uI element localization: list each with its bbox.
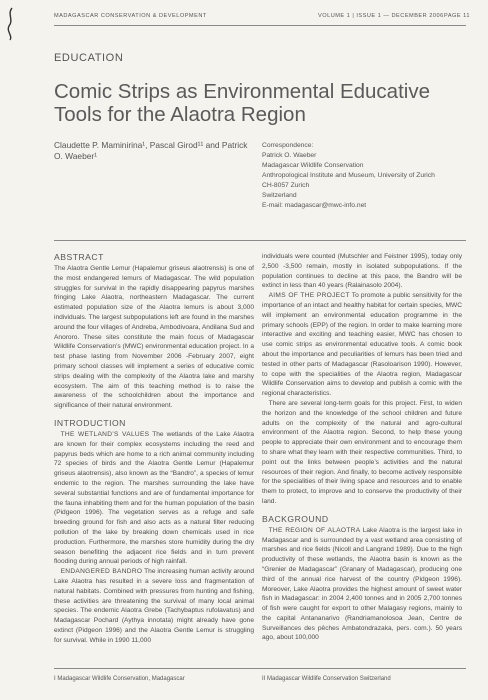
paragraph-lead: THE REGION OF ALAOTRA xyxy=(268,526,361,534)
binding-mark-icon xyxy=(4,6,16,42)
section-label: EDUCATION xyxy=(54,52,124,64)
paragraph-lead: ENDANGERED BANDRO xyxy=(60,568,143,576)
introduction-heading: INTRODUCTION xyxy=(54,417,126,428)
correspondence-block xyxy=(262,141,472,211)
correspondence-line: Patrick O. Waeber xyxy=(262,152,317,159)
journal-name: MADAGASCAR CONSERVATION & DEVELOPMENT xyxy=(54,13,207,19)
body-rule xyxy=(54,240,466,241)
paragraph xyxy=(262,399,462,507)
abstract-text: The Alaotra Gentle Lemur (Hapalemur griseus alaotrensis) is one of the most endangered lemurs of Madagascar. The wild population struggles for survival in the rapidly disappearing papyrus marshes fringing Lake Alaotra, northeastern Madagascar. The current estimated population size of the Alaotra lemurs is about 3,000 individuals. The largest subpopulations left are found in the marshes around the four villages of Andreba, Ambodivoara, Andilana Sud and Anororo. These sites constitute the main focus of Madagascar Wildlife Conservation’s (MWC) environmental education project. In a test phase lasting from November 2006 -February 2007, eight primary school classes will implement a series of educative comic strips dealing with the complexity of the Alaotra lake and marshy ecosystem. The aim of this teaching method is to raise the awareness of the schoolchildren about the importance and significance of their natural environment. xyxy=(54,265,254,410)
paragraph xyxy=(262,526,462,644)
page-number: PAGE 11 xyxy=(444,13,470,19)
article-title: Comic Strips as Environmental Educative Tools for the Alaotra Region xyxy=(54,80,430,126)
paragraph-lead: AIMS OF THE PROJECT xyxy=(268,292,350,300)
correspondence-line: Anthropological Institute and Museum, University of Zurich xyxy=(262,172,435,179)
paragraph-lead: THE WETLAND’S VALUES xyxy=(60,430,150,438)
paragraph-text: There are several long-term goals for this project. First, to widen the horizon and the knowledge of the school children and future adults on the complexity of the natural and agro-cultural environment of the Alaotra region. Second, to help these young people to appreciate their own environment and to encourage them to share what they learn with their respective communities. Third, to point out the links between people’s activities and the natural resources of their region. And finally, to become actively responsible for the specialities of their living space and resources and to enable them to protect, to improve and to conserve the productivity of their land. xyxy=(262,399,462,505)
correspondence-label: Correspondence: xyxy=(262,142,314,149)
correspondence-line: Switzerland xyxy=(262,192,297,199)
paragraph: individuals were counted (Mutschler and Feistner 1995), today only 2,500 -3,500 remain, mostly in isolated subpopulations. If the population continues to decline at this pace, the Bandro will be extinct in less than 40 years (Ralainasolo 2004). xyxy=(262,253,462,290)
header-rule xyxy=(54,25,466,26)
correspondence-line: CH-8057 Zurich xyxy=(262,182,310,189)
background-heading: BACKGROUND xyxy=(262,513,329,524)
paragraph xyxy=(54,567,254,645)
right-column xyxy=(262,252,462,643)
author-list: Claudette P. Maminirina¹, Pascal Girod¹¹ and Patrick O. Waeber¹ xyxy=(54,140,248,161)
paragraph-text: The increasing human activity around Lake Alaotra has resulted in a severe loss and fragmentation of natural habitats. Combined with pressures from hunting and fishing, these activities are threatening the survival of many local animal species. The endemic Alaotra Grebe (Tachybaptus rufolavatus) and Madagascar Pochard (Aythya innotata) might already have gone extinct (Pidgeon 1996) and the Alaotra Gentle Lemur is struggling for survival. While in 1990 11,000 xyxy=(54,568,255,644)
paragraph xyxy=(262,291,462,399)
issue-info: VOLUME 1 | ISSUE 1 — DECEMBER 2006 xyxy=(318,13,444,19)
correspondence-line: Madagascar Wildlife Conservation xyxy=(262,162,364,169)
footnote-affiliation: I Madagascar Wildlife Conservation, Madagascar xyxy=(54,676,185,682)
abstract-heading: ABSTRACT xyxy=(54,252,104,262)
paragraph-text: Lake Alaotra is the largest lake in Madagascar and is surrounded by a vast wetland area consisting of marshes and rice fields (Nicoll and Langrand 1989). Due to the high productivity of these wetlands, the Alaotra basin is known as the “Grenier de Madagascar” (Granary of Madagascar), producing one third of the annual rice harvest of the country (Pidgeon 1996). Moreover, Lake Alaotra provides the highest amount of sweet water fish in Madagascar: in 2004 2,400 tonnes and in 2005 2,700 tonnes of fish were caught for export to other Malagasy regions, mainly to the capital Antananarivo (Randriamanolosoa Jean, Centre de Surveillances des pêches Ambatondrazaka, pers. com.). 50 years ago, about 100,000 xyxy=(262,526,462,642)
paragraph xyxy=(54,430,254,567)
correspondence-email: E-mail: madagascar@mwc-info.net xyxy=(262,202,367,209)
paragraph-text: To promote a public sensitivity for the importance of an intact and healthy habitat for certain species, MWC will implement an environmental education programme in the primary schools (EPP) of the region. In order to make learning more interactive and exciting and teaching easier, MWC has chosen to use comic strips as environmental educative tools. A comic book about the importance and peculiarities of lemurs has been tried and tested in other parts of Madagascar (Rasoloarison 1990). However, to cope with the specialities of the Alaotra region, Madagascar Wildlife Conservation aims to develop and publish a comic with the regional characteristics. xyxy=(262,292,463,398)
footer-rule xyxy=(54,668,466,669)
left-column xyxy=(54,252,254,645)
footnote-affiliation: II Madagascar Wildlife Conservation Switzerland xyxy=(262,676,391,682)
paragraph-text: The wetlands of the Lake Alaotra are known for their complex ecosystems including the reed and papyrus beds which are home to a rich animal community including 72 species of birds and the Alaotra Gentle Lemur (Hapalemur griseus alaotrensis), also known as the “Bandro”, a species of lemur endemic to the region. The marshes surrounding the lake have several substantial functions and are of fundamental importance for the fauna inhabiting them and for the human population of the basin (Pidgeon 1996). The vegetation serves as a refuge and safe breeding ground for fish and also acts as a natural filter reducing pollution of the lake by breaking down chemicals used in rice production. Furthermore, the marshes store humidity during the dry season benefiting the adjacent rice fields and in turn prevent flooding during annual periods of high rainfall. xyxy=(54,430,254,566)
